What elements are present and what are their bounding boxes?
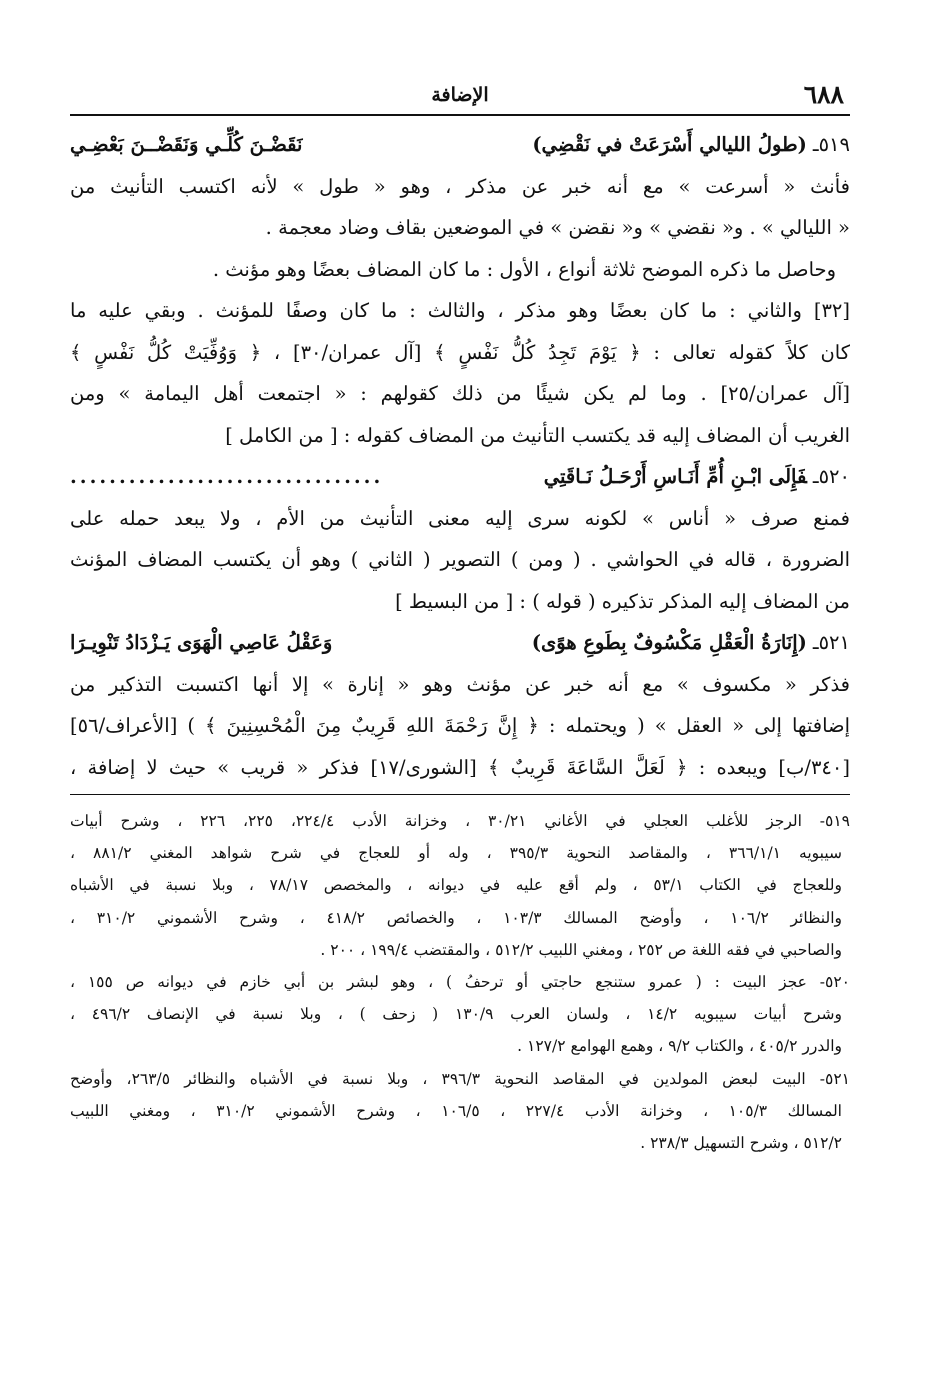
page-number: ٦٨٨ [803,80,844,109]
verse-text: (طولُ الليالي أَسْرَعَتْ في نَقْضِي) [532,133,807,156]
verse-number: ٥١٩ـ [812,133,850,156]
footnote-520-line: ٥٢٠- عجز البيت : ( عمرو ستنجع حاجتي أو ترحفُ ) ، وهو لبشر بن أبي خازم في ديوانه ص ١٥٥ ، [70,972,850,991]
running-title: الإضافة [431,84,489,106]
text-line: كان كلاً كقوله تعالى : ﴿ يَوْمَ تَجِدُ كُلُّ نَفْسٍ ﴾ [آل عمران/٣٠] ، ﴿ وَوُفِّيَتْ كُلُّ نَفْسٍ ﴾ [70,340,850,364]
footnote-520-line: وشرح أبيات سيبويه ١٤/٢ ، ولسان العرب ١٣٠/٩ ( زحف ) ، وبلا نسبة في الإنصاف ٤٩٦/٢ ، [70,1005,842,1024]
text-line: فأنث « أسرعت » مع أنه خبر عن مذكر ، وهو « طول » لأنه اكتسب التأنيث من [70,174,850,198]
verse-text: فَإِلَى ابْـنِ أُمِّ أَنَـاسِ أَرْحَـلُ نَـاقَتِي [543,465,807,488]
footnote-519-line: وللعجاج في الكتاب ٥٣/١ ، ولم أقع عليه في ديوانه ، والمخصص ٧٨/١٧ ، وبلا نسبة في الأشباه [70,876,842,895]
verse-first-hemistich [532,622,850,664]
text-line: الضرورة ، قاله في الحواشي . ( ومن ) التصوير ( الثاني ) وهو أن يكتسب المضاف المؤنث [70,548,850,571]
page-header [70,78,850,116]
main-text [70,124,850,788]
text-line: الغريب أن المضاف إليه قد يكتسب التأنيث من المضاف كقوله : [ من الكامل ] [225,423,850,447]
footnote-divider [70,794,850,795]
text-line: [٣٤٠/ب] ويبعده : ﴿ لَعَلَّ السَّاعَةَ قَرِيبٌ ﴾ [الشورى/١٧] فذكر « قريب » حيث لا إضافة ، [70,755,850,779]
text-line: [٣٢] والثاني : ما كان بعضًا وهو مذكر ، والثالث : ما كان وصفًا للمؤنث . وبقي عليه ما [70,299,850,322]
book-page [70,78,850,1159]
footnotes [70,805,850,1159]
footnote-519-line: والصاحبي في فقه اللغة ص ٢٥٢ ، ومغني اللبيب ٥١٢/٢ ، والمقتضب ١٩٩/٤ ، ٢٠٠ . [320,940,842,959]
verse-521 [70,622,850,664]
text-line: [آل عمران/٢٥] . وما لم يكن شيئًا من ذلك كقولهم : « اجتمعت أهل اليمامة » ومن [70,382,850,405]
verse-second-hemistich: نَقَضْـنَ كُلِّـي وَنَقَضْــنَ بَعْضِـي [70,133,303,156]
verse-omitted-hemistich: ................................ [70,465,384,488]
footnote-519-line: والنظائر ١٠٦/٢ ، وأوضح المسالك ١٠٣/٣ ، والخصائص ٤١٨/٢ ، وشرح الأشموني ٣١٠/٢ ، [70,908,842,927]
footnote-520-line: والدرر ٤٠٥/٢ ، والكتاب ٩/٢ ، وهمع الهوامع ١٢٧/٢ . [517,1037,842,1056]
verse-first-hemistich [532,124,850,166]
verse-second-hemistich: وَعَقْلُ عَاصِي الْهَوَى يَـزْدَادُ تَنْوِيـرَا [70,631,333,654]
text-line: « الليالي » . و« نقضي » و« نقضن » في الموضعين بقاف وضاد معجمة . [265,216,850,239]
text-line: من المضاف إليه المذكر تذكيره ( قوله ) : [ من البسيط ] [395,589,850,613]
text-line: فمنع صرف « أناس » لكونه سرى إليه معنى التأنيث من الأم ، ولا يبعد حمله على [70,506,850,530]
text-line: فذكر « مكسوف » مع أنه خبر عن مؤنث وهو « إنارة » إلا أنها اكتسبت التذكير من [70,672,850,696]
verse-number: ٥٢١ـ [812,631,850,654]
verse-text: (إِنَارَةُ الْعَقْلِ مَكْسُوفٌ بِطَوعِ هوًى) [531,631,807,654]
text-line: إضافتها إلى « العقل » ( ويحتمله : ﴿ إِنَّ رَحْمَةَ اللهِ قَرِيبٌ مِنَ الْمُحْسِنِينَ ﴾ ) [الأعراف/٥٦] [70,714,850,737]
text-line: وحاصل ما ذكره الموضح ثلاثة أنواع ، الأول : ما كان المضاف بعضًا وهو مؤنث . [212,257,836,281]
verse-519 [70,124,850,166]
footnote-521-line: ٥١٢/٢ ، وشرح التسهيل ٢٣٨/٣ . [640,1133,842,1152]
verse-520 [70,456,850,498]
footnote-521-line: المسالك ١٠٥/٣ ، وخزانة الأدب ٢٢٧/٤ ، ١٠٦/٥ ، وشرح الأشموني ٣١٠/٢ ، ومغني اللبيب [70,1101,842,1120]
footnote-519-line: ٥١٩- الرجز للأغلب العجلي في الأغاني ٣٠/٢١ ، وخزانة الأدب ٢٢٤/٤، ٢٢٥، ٢٢٦ ، وشرح أبيات [70,812,850,830]
footnote-519-line: سيبويه ٣٦٦/١/١ ، والمقاصد النحوية ٣٩٥/٣ ، وله أو للعجاج في شرح شواهد المغني ٨٨١/٢ ، [70,844,842,863]
footnote-521-line: ٥٢١- البيت لبعض المولدين في المقاصد النحوية ٣٩٦/٣ ، وبلا نسبة في الأشباه والنظائر ٢٦٣/٥، وأوضح [70,1069,850,1088]
verse-first-hemistich [544,456,850,498]
verse-number: ٥٢٠ـ [812,465,850,488]
